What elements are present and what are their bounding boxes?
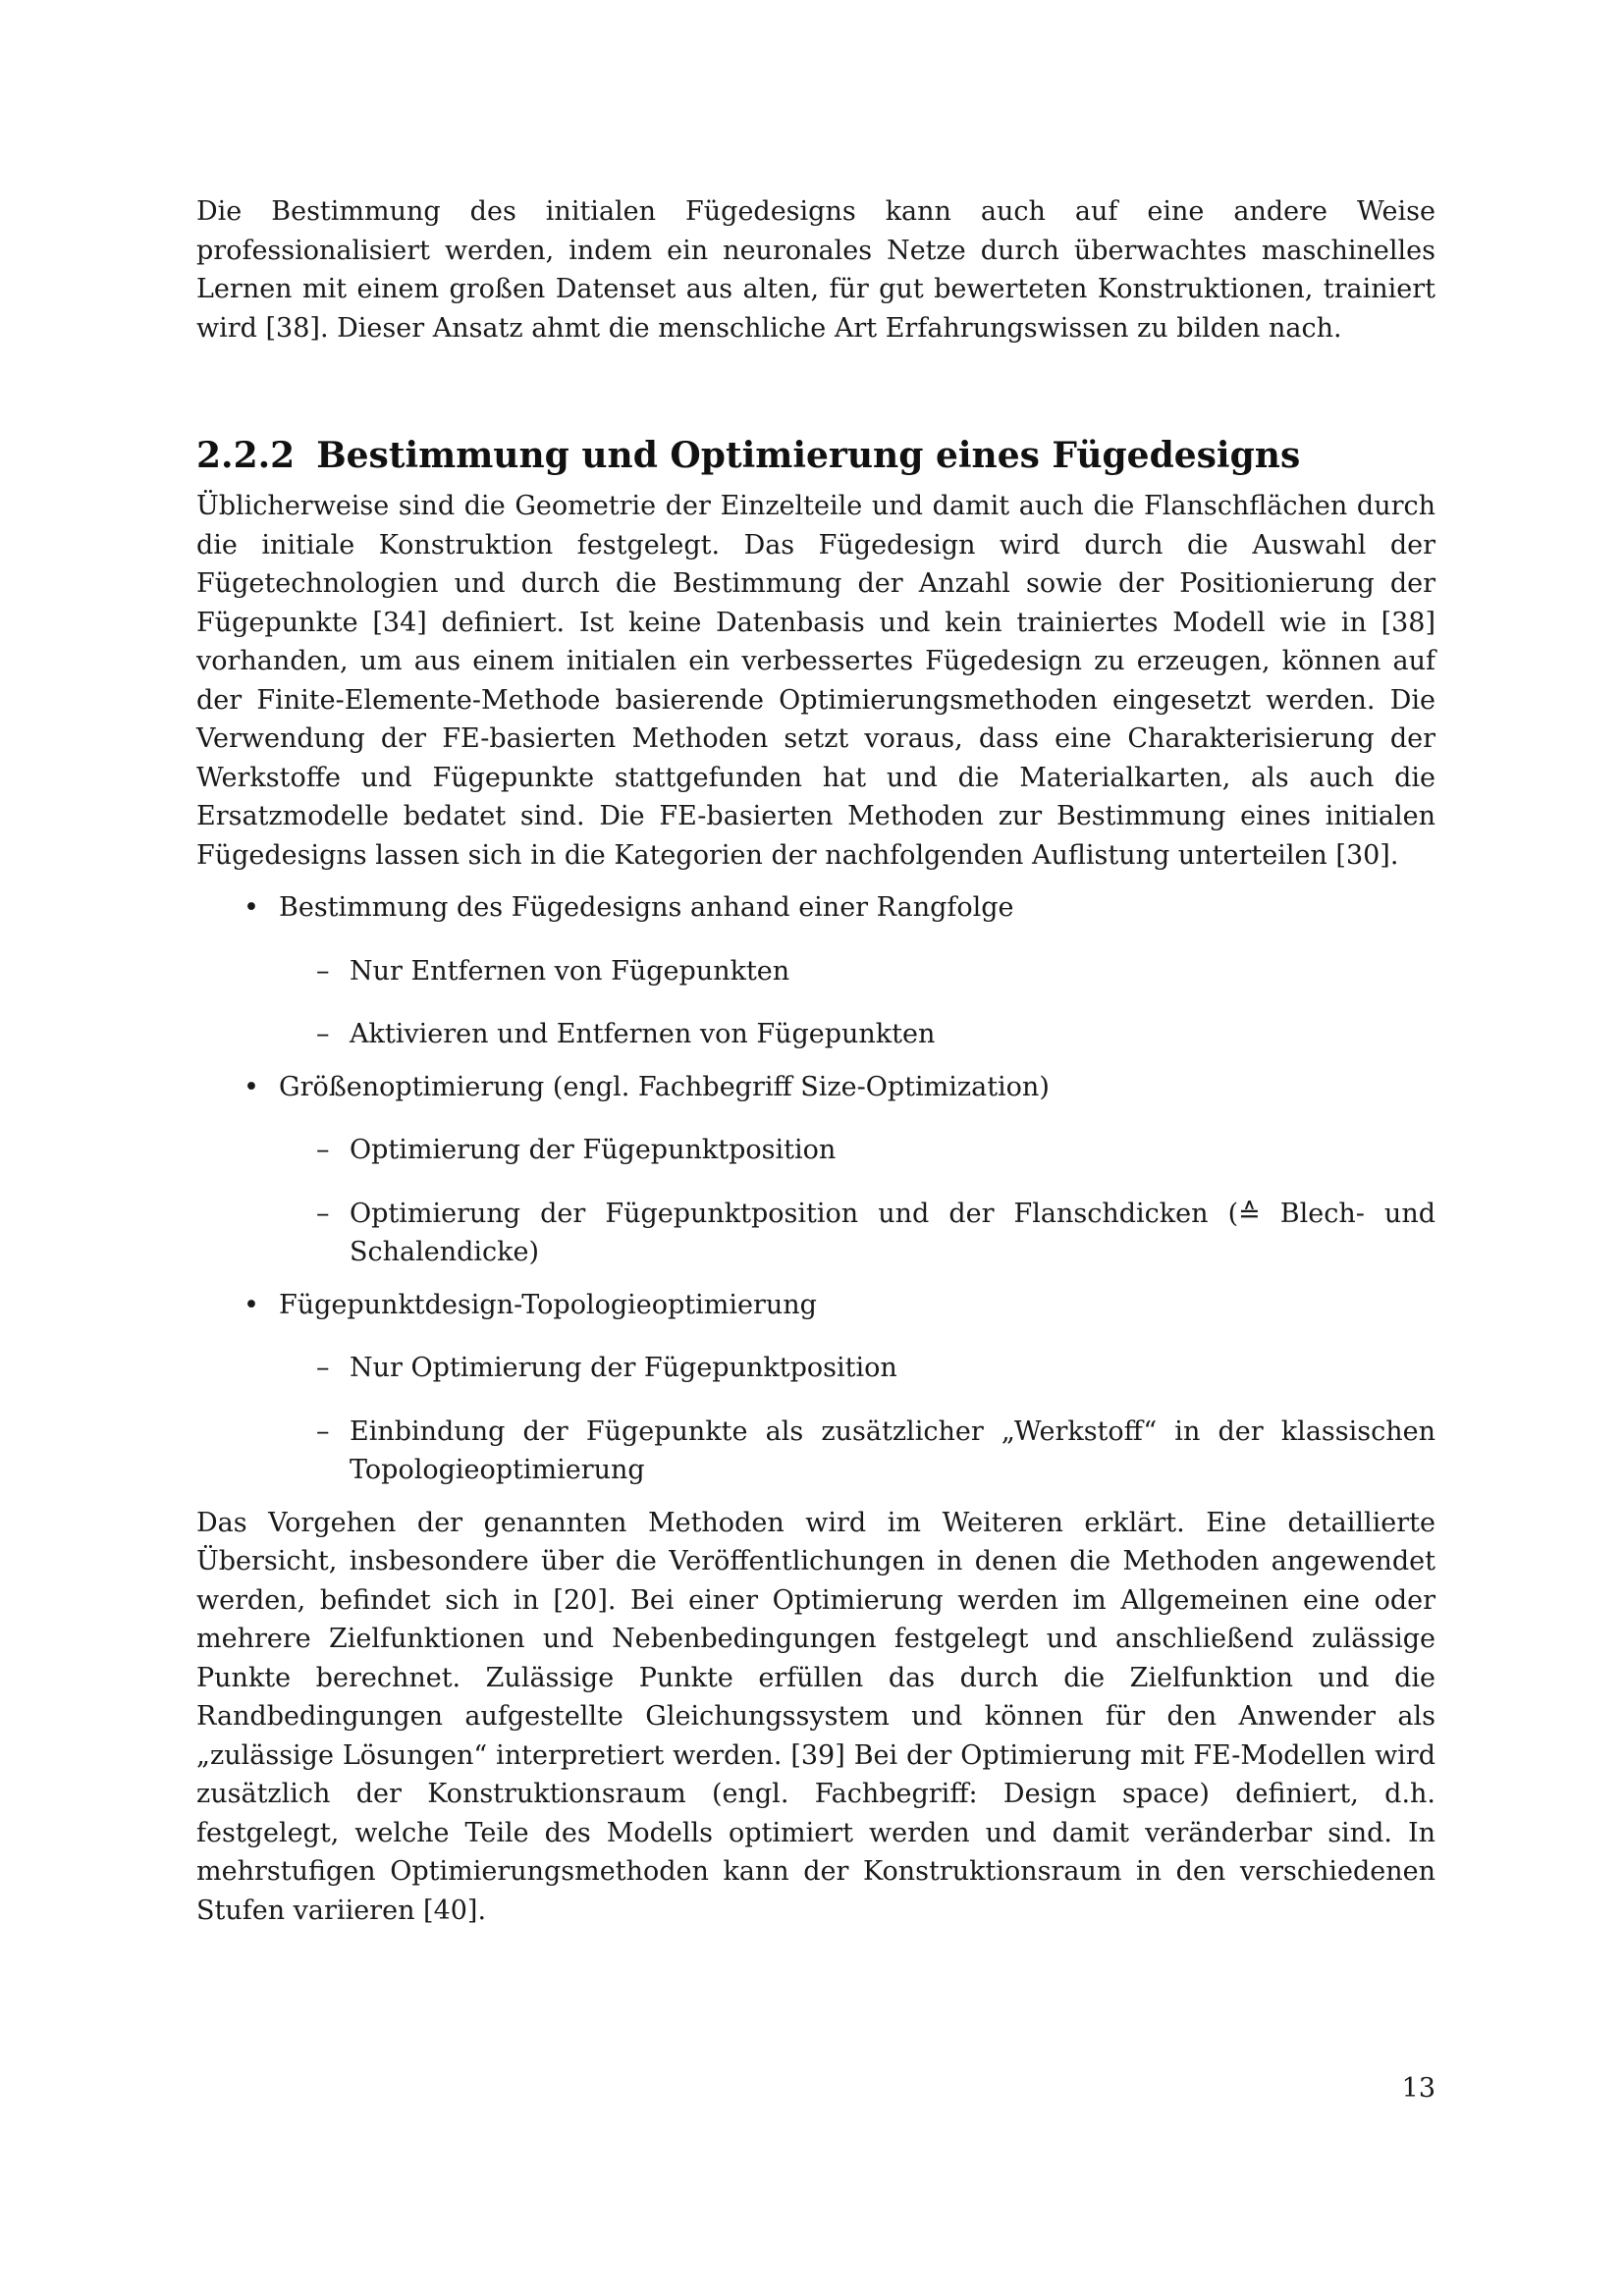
page-number: 13	[1401, 2073, 1435, 2104]
dash-icon: –	[316, 1135, 330, 1165]
section-number: 2.2.2	[196, 435, 296, 476]
sub-list-item-text: Einbindung der Fügepunkte als zusätzlicher „Werkstoff“ in der klassischen Topologieoptimierung	[350, 1415, 1435, 1485]
dash-icon: –	[316, 1415, 330, 1447]
bullet-icon: •	[244, 1289, 259, 1320]
body-paragraph-2: Das Vorgehen der genannten Methoden wird im Weiteren erklärt. Eine detaillierte Übersicht, insbesondere über die Veröffentlichungen in denen die Methoden angewendet werden, befindet sich in [20]. Bei einer Optimierung werden im Allgemeinen eine oder mehrere Zielfunktionen und Nebenbedingungen festgelegt und anschließend zulässige Punkte berechnet. Zulässige Punkte erfüllen das durch die Zielfunktion und die Randbedingungen aufgestellte Gleichungssystem und können für den Anwender als „zulässige Lösungen“ interpretiert werden. [39] Bei der Optimierung mit FE-Modellen wird zusätzlich der Konstruktionsraum (engl. Fachbegriff: Design space) definiert, d.h. festgelegt, welche Teile des Modells optimiert werden und damit veränderbar sind. In mehrstufigen Optimierungsmethoden kann der Konstruktionsraum in den verschiedenen Stufen variieren [40].	[196, 1507, 1435, 1926]
sub-list-item	[279, 1413, 1435, 1490]
document-page	[196, 192, 1435, 1930]
dash-icon: –	[316, 1353, 330, 1383]
section-title: Bestimmung und Optimierung eines Fügedesigns	[316, 435, 1301, 476]
dash-icon: –	[316, 1019, 330, 1049]
sub-list-item-text: Optimierung der Fügepunktposition und der Flanschdicken (≙ Blech- und Schalendicke)	[350, 1198, 1435, 1267]
sub-list	[279, 952, 1435, 1054]
sub-list-item	[279, 1131, 1435, 1170]
sub-list-item-text: Nur Optimierung der Fügepunktposition	[350, 1353, 897, 1383]
bullet-icon: •	[244, 1071, 259, 1102]
body-paragraph-1: Üblicherweise sind die Geometrie der Einzelteile und damit auch die Flanschflächen durch die initiale Konstruktion festgelegt. Das Fügedesign wird durch die Auswahl der Fügetechnologien und durch die Bestimmung der Anzahl sowie der Positionierung der Fügepunkte [34] definiert. Ist keine Datenbasis und kein trainiertes Modell wie in [38] vorhanden, um aus einem initialen ein verbessertes Fügedesign zu erzeugen, können auf der Finite-Elemente-Methode basierende Optimierungsmethoden eingesetzt werden. Die Verwendung der FE-basierten Methoden setzt voraus, dass eine Charakterisierung der Werkstoffe und Fügepunkte stattgefunden hat und die Materialkarten, als auch die Ersatzmodelle bedatet sind. Die FE-basierten Methoden zur Bestimmung eines initialen Fügedesigns lassen sich in die Kategorien der nachfolgenden Auflistung unterteilen [30].	[196, 491, 1435, 871]
method-category-list	[196, 888, 1435, 1490]
intro-paragraph: Die Bestimmung des initialen Fügedesigns kann auch auf eine andere Weise professionalisiert werden, indem ein neuronales Netze durch überwachtes maschinelles Lernen mit einem großen Datenset aus alten, für gut bewerteten Konstruktionen, trainiert wird [38]. Dieser Ansatz ahmt die menschliche Art Erfahrungswissen zu bilden nach.	[196, 196, 1435, 344]
list-item-text: Größenoptimierung (engl. Fachbegriff Size-Optimization)	[279, 1071, 1050, 1102]
list-item-text: Fügepunktdesign-Topologieoptimierung	[279, 1289, 817, 1320]
section-heading	[196, 432, 1435, 479]
sub-list-item-text: Nur Entfernen von Fügepunkten	[350, 955, 790, 987]
bullet-icon: •	[244, 892, 259, 923]
list-item-text: Bestimmung des Fügedesigns anhand einer Rangfolge	[279, 892, 1014, 923]
sub-list	[279, 1131, 1435, 1272]
dash-icon: –	[316, 955, 330, 987]
sub-list-item-text: Aktivieren und Entfernen von Fügepunkten	[350, 1019, 936, 1049]
dash-icon: –	[316, 1198, 330, 1229]
sub-list-item	[279, 1195, 1435, 1272]
sub-list-item	[279, 1349, 1435, 1388]
list-item	[196, 1286, 1435, 1490]
list-item	[196, 1068, 1435, 1272]
sub-list-item-text: Optimierung der Fügepunktposition	[350, 1135, 837, 1165]
sub-list-item	[279, 1015, 1435, 1054]
list-item	[196, 888, 1435, 1054]
sub-list	[279, 1349, 1435, 1490]
sub-list-item	[279, 952, 1435, 991]
